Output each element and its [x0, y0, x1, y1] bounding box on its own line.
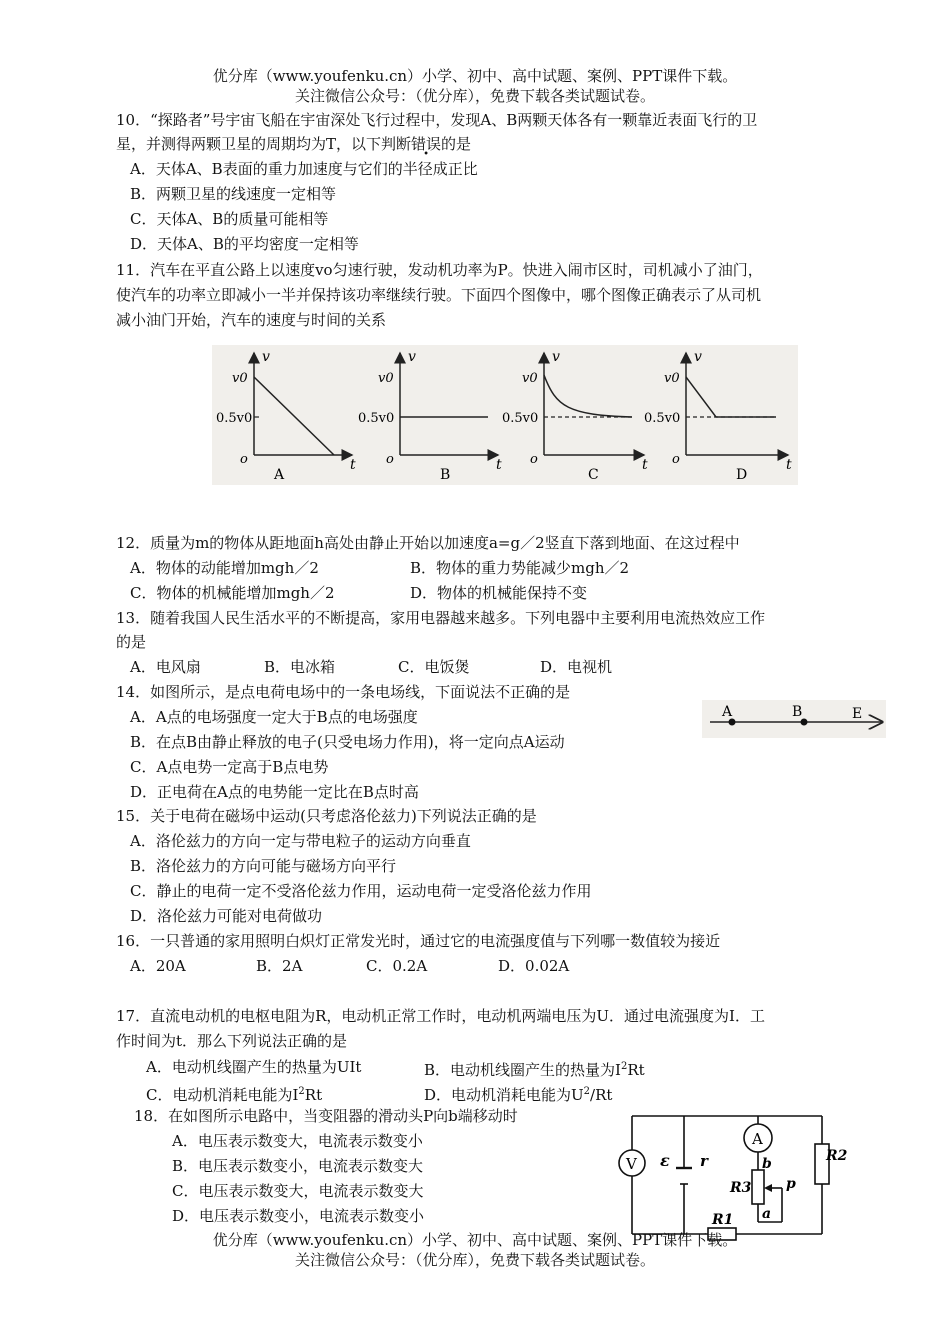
r1-label: R1 — [712, 1212, 734, 1228]
q10-stem-line-2 — [116, 134, 471, 154]
graph-b-t-label: t — [496, 457, 502, 473]
q10-stem-line-1: 10．“探路者”号宇宙飞船在宇宙深处飞行过程中，发现A、B两颗天体各有一颗靠近表面飞行的卫 — [116, 111, 758, 129]
graph-a-v0: v0 — [232, 371, 248, 386]
q14-option-c: C．A点电势一定高于B点电势 — [130, 758, 329, 776]
q13-option-c: C．电饭煲 — [398, 658, 470, 676]
q18-option-a: A．电压表示数变大，电流表示数变小 — [172, 1132, 423, 1150]
graph-c-t-label: t — [642, 457, 648, 473]
r3-label: R3 — [730, 1180, 752, 1196]
q16-option-d: D．0.02A — [498, 957, 570, 975]
ammeter-label: A — [752, 1130, 763, 1148]
graph-d-v0: v0 — [664, 371, 680, 386]
q13-line-2: 的是 — [116, 633, 147, 651]
q12-option-b: B．物体的重力势能减少mgh／2 — [410, 559, 630, 577]
footer-line-1: 优分库（www.youfenku.cn）小学、初中、高中试题、案例、PPT课件下载。 — [212, 1231, 738, 1249]
q17-d-post: /Rt — [590, 1086, 613, 1104]
graph-d — [644, 349, 792, 483]
graph-c-half-v0: 0.5v0 — [502, 411, 539, 426]
r2-label: R2 — [826, 1148, 848, 1164]
q15-stem: 15．关于电荷在磁场中运动(只考虑洛伦兹力)下列说法正确的是 — [116, 807, 537, 825]
graph-d-v-label: v — [694, 349, 702, 365]
q11-line-1: 11．汽车在平直公路上以速度vo匀速行驶，发动机功率为P。快进入闹市区时，司机减小了油门， — [116, 261, 763, 279]
q17-option-a: A．电动机线圈产生的热量为UIt — [146, 1058, 362, 1076]
header-line-2: 关注微信公众号：（优分库），免费下载各类试题试卷。 — [294, 87, 655, 105]
q15-option-a: A．洛伦兹力的方向一定与带电粒子的运动方向垂直 — [130, 832, 471, 850]
graph-b-origin: o — [386, 452, 394, 467]
q16-option-a: A．20A — [130, 957, 186, 975]
q14-option-b: B．在点B由静止释放的电子(只受电场力作用)，将一定向点A运动 — [130, 733, 565, 751]
r3-resistor — [752, 1170, 764, 1204]
graph-c-v0: v0 — [522, 371, 538, 386]
field-e-label: E — [852, 706, 863, 722]
q10-stem-pre: 星，并测得两颗卫星的周期均为T，以下判断 — [116, 135, 412, 153]
graph-b-half-v0: 0.5v0 — [358, 411, 395, 426]
q10-emphasis: 错误 — [411, 135, 442, 153]
slider-p-label: p — [786, 1176, 796, 1192]
header-line-1: 优分库（www.youfenku.cn）小学、初中、高中试题、案例、PPT课件下载。 — [212, 67, 738, 85]
q10-option-a: A．天体A、B表面的重力加速度与它们的半径成正比 — [130, 160, 478, 178]
graph-b — [358, 349, 502, 483]
graph-d-half-v0: 0.5v0 — [644, 411, 681, 426]
point-b-label: b — [762, 1156, 772, 1172]
q10-option-c: C．天体A、B的质量可能相等 — [130, 210, 329, 228]
q15-option-c: C．静止的电荷一定不受洛伦兹力作用，运动电荷一定受洛伦兹力作用 — [130, 882, 592, 900]
graph-b-label: B — [440, 467, 451, 483]
q16-option-c: C．0.2A — [366, 957, 428, 975]
graph-a-half-v0: 0.5v0 — [216, 411, 253, 426]
q11-figure — [212, 345, 798, 485]
q17-b-post: Rt — [627, 1061, 645, 1079]
graph-c-curve — [544, 375, 632, 417]
q18-stem: 18．在如图所示电路中，当变阻器的滑动头P向b端移动时 — [134, 1107, 518, 1125]
footer-line-2: 关注微信公众号：（优分库），免费下载各类试题试卷。 — [294, 1251, 655, 1269]
q11-line-2: 使汽车的功率立即减小一半并保持该功率继续行驶。下面四个图像中，哪个图像正确表示了从司机 — [116, 286, 762, 304]
q17-c-sup: 2 — [298, 1086, 305, 1097]
q17-c-post: Rt — [304, 1086, 323, 1104]
graph-a-t-label: t — [350, 457, 356, 473]
graph-a — [216, 349, 356, 483]
graph-d-label: D — [736, 467, 748, 483]
graph-a-curve — [254, 377, 334, 455]
graph-b-v-label: v — [408, 349, 416, 365]
q13-option-a: A．电风扇 — [130, 658, 201, 676]
q12-option-a: A．物体的动能增加mgh／2 — [130, 559, 319, 577]
point-a-label: A — [722, 704, 733, 720]
q14-field-line-svg — [702, 700, 886, 738]
q17-line-2: 作时间为t．那么下列说法正确的是 — [116, 1032, 348, 1050]
q17-c-pre: C．电动机消耗电能为I — [146, 1086, 299, 1104]
graph-d-origin: o — [672, 452, 680, 467]
voltmeter-label: V — [626, 1155, 637, 1173]
q14-option-d: D．正电荷在A点的电势能一定比在B点时高 — [130, 783, 419, 801]
q17-option-d — [424, 1082, 612, 1105]
q14-option-a: A．A点的电场强度一定大于B点的电场强度 — [130, 708, 418, 726]
q12-stem: 12．质量为m的物体从距地面h高处由静止开始以加速度a=g／2竖直下落到地面、在这过程中 — [116, 534, 740, 552]
graph-c-v-label: v — [552, 349, 560, 365]
q17-b-pre: B．电动机线圈产生的热量为I — [424, 1061, 621, 1079]
q17-d-sup: 2 — [583, 1086, 591, 1097]
q15-option-d: D．洛伦兹力可能对电荷做功 — [130, 907, 323, 925]
graph-c — [502, 349, 648, 483]
q17-b-sup: 2 — [620, 1061, 628, 1072]
q13-option-d: D．电视机 — [540, 658, 613, 676]
q12-option-c: C．物体的机械能增加mgh／2 — [130, 584, 335, 602]
q10-option-d: D．天体A、B的平均密度一定相等 — [130, 235, 359, 253]
graph-c-origin: o — [530, 452, 538, 467]
graph-c-label: C — [588, 467, 599, 483]
q18-option-c: C．电压表示数变大，电流表示数变大 — [172, 1182, 424, 1200]
graph-a-v-label: v — [262, 349, 270, 365]
q16-stem: 16．一只普通的家用照明白炽灯正常发光时，通过它的电流强度值与下列哪一数值较为接近 — [116, 932, 721, 950]
q11-line-3: 减小油门开始，汽车的速度与时间的关系 — [116, 311, 387, 329]
graph-a-label: A — [274, 467, 285, 483]
q16-option-b: B．2A — [256, 957, 303, 975]
graph-b-v0: v0 — [378, 371, 394, 386]
q14-stem: 14．如图所示，是点电荷电场中的一条电场线，下面说法不正确的是 — [116, 683, 571, 701]
q13-line-1: 13．随着我国人民生活水平的不断提高，家用电器越来越多。下列电器中主要利用电流热效应工作 — [116, 609, 766, 627]
graph-d-t-label: t — [786, 457, 792, 473]
q17-option-b — [424, 1057, 645, 1080]
slider-arrow-icon — [764, 1184, 772, 1192]
q18-option-d: D．电压表示数变小，电流表示数变小 — [172, 1207, 425, 1225]
q10-option-b: B．两颗卫星的线速度一定相等 — [130, 185, 337, 203]
q18-option-b: B．电压表示数变小，电流表示数变大 — [172, 1157, 424, 1175]
q13-option-b: B．电冰箱 — [264, 658, 336, 676]
q12-option-d: D．物体的机械能保持不变 — [410, 584, 588, 602]
q11-graphs-svg — [212, 345, 798, 485]
q15-option-b: B．洛伦兹力的方向可能与磁场方向平行 — [130, 857, 397, 875]
q17-option-c — [146, 1082, 322, 1105]
internal-r-label: r — [700, 1152, 708, 1170]
graph-a-origin: o — [240, 452, 248, 467]
point-b-label: B — [792, 704, 803, 720]
graph-d-curve — [686, 377, 776, 417]
point-a-label: a — [762, 1206, 772, 1222]
q18-circuit — [612, 1110, 852, 1242]
q10-stem-post: 的是 — [441, 135, 472, 153]
emf-label: ε — [660, 1151, 670, 1170]
q17-line-1: 17．直流电动机的电枢电阻为R，电动机正常工作时，电动机两端电压为U．通过电流强度为I．工 — [116, 1007, 765, 1025]
q18-circuit-svg — [612, 1110, 852, 1242]
q17-d-pre: D．电动机消耗电能为U — [424, 1086, 584, 1104]
q14-figure — [702, 700, 886, 738]
